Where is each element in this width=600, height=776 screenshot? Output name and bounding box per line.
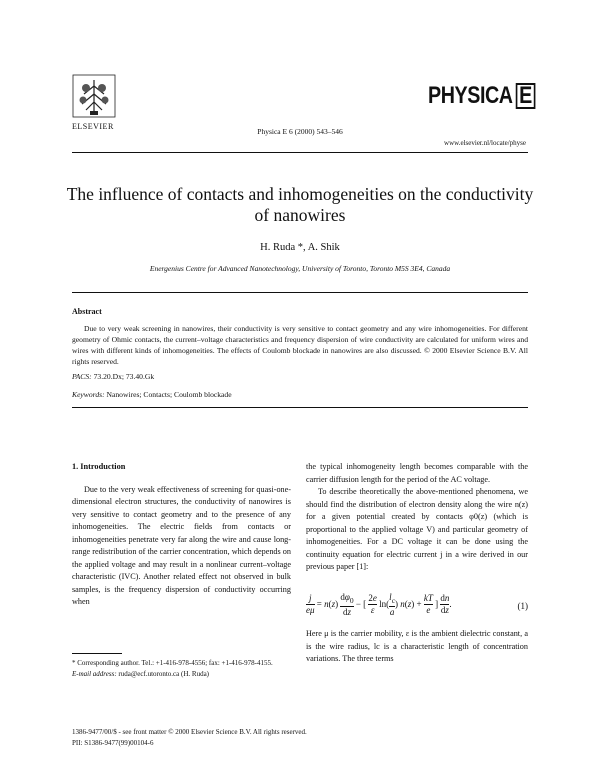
abstract-top-rule	[72, 292, 528, 293]
email-label: E-mail address:	[72, 669, 117, 678]
pacs-line	[72, 372, 154, 381]
section-heading: 1. Introduction	[72, 462, 126, 471]
eq-lc-a: $\frac{l_c}{a}$	[389, 592, 396, 617]
eq-dn: $\frac{dn}{dz}$	[440, 593, 450, 616]
eq-dphi: $\frac{d\varphi_0}{dz}$	[340, 592, 354, 617]
body-column-left	[72, 461, 291, 609]
body-column-right-cont	[306, 628, 528, 666]
pii-line: PII: S1386-9477(99)00104-6	[72, 738, 154, 747]
col2-paragraph-1: the typical inhomogeneity length becomes comparable with the carrier diffusion length for the period of the AC voltage.	[306, 462, 528, 484]
article-title: The influence of contacts and inhomogeneities on the conductivity of nanowires	[66, 184, 534, 225]
journal-url[interactable]: www.elsevier.nl/locate/physe	[444, 139, 526, 147]
col2-paragraph-3: Here μ is the carrier mobility, ε is the ambient dielectric constant, a is the wire radius, lc is a characteristic length of concentration variations. The three terms	[306, 629, 528, 663]
article-authors: H. Ruda *, A. Shik	[260, 242, 340, 253]
front-matter-info	[72, 727, 307, 748]
body-column-right	[306, 461, 528, 574]
eq-2e-eps: $\frac{2e}{\varepsilon}$	[368, 593, 377, 616]
footnote-rule	[72, 653, 122, 654]
header-rule	[72, 152, 528, 153]
keywords-line	[72, 390, 232, 399]
intro-paragraph: Due to the very weak effectiveness of screening for quasi-one-dimensional electron structures, the conductivity of nanowires is very sensitive to contact geometry and to the presence of any inhomogeneities. The electric fields from contacts or inhomogeneities penetrate very far along the wire and cause long-range redistribution of the carrier concentration, which depends on the applied voltage and may result in a nonlinear current–voltage characteristic (IVC). Another related effect not observed in bulk samples, is the frequency dispersion of conductivity occurring when	[72, 484, 291, 606]
abstract-heading: Abstract	[72, 307, 102, 316]
abstract-text: Due to very weak screening in nanowires, their conductivity is very sensitive to contact geometry and any wire inhomogeneities. For different geometry of Ohmic contacts, the current–voltage characteristics and frequency dispersion of wire conductivity are calculated for uniform wires and wires with different kinds of inhomogeneities. The effects of Coulomb blockade in nanowires are also discussed. © 2000 Elsevier Science B.V. All rights reserved.	[72, 324, 528, 366]
eq-lhs: $\frac{j}{e\mu}$	[306, 593, 315, 616]
publisher-name: ELSEVIER	[72, 122, 114, 131]
email-value[interactable]: ruda@ecf.utoronto.ca (H. Ruda)	[116, 669, 210, 678]
journal-reference: Physica E 6 (2000) 543–546	[257, 127, 343, 136]
equation-1: $\frac{j}{e\mu}$ = n(z) $\frac{d\varphi_0}{dz}$ − [ $\frac{2e}{\varepsilon}$ ln( $\frac{l_c}{a}$ ) n(z) + $\frac{kT}{e}$ ] $\frac{dn}{dz}$ . (1)	[306, 592, 528, 617]
brand-main: PHYSICA	[428, 82, 513, 109]
pacs-value: 73.20.Dx; 73.40.Gk	[91, 372, 155, 381]
email-line	[72, 669, 291, 680]
journal-brand	[428, 82, 535, 110]
keywords-label: Keywords:	[72, 390, 105, 399]
pacs-label: PACS:	[72, 372, 92, 381]
copyright-line: 1386-9477/00/$ - see front matter © 2000 Elsevier Science B.V. All rights reserved.	[72, 728, 307, 736]
equation-number: (1)	[517, 601, 528, 611]
keywords-value: Nanowires; Contacts; Coulomb blockade	[104, 390, 232, 399]
abstract-bottom-rule	[72, 407, 528, 408]
corresponding-author-note: * Corresponding author. Tel.: +1-416-978-4556; fax: +1-416-978-4155.	[72, 659, 273, 667]
eq-kt-e: $\frac{kT}{e}$	[423, 593, 433, 616]
elsevier-tree-logo	[72, 74, 116, 118]
footnote	[72, 658, 291, 679]
article-affiliation: Energenius Centre for Advanced Nanotechnology, University of Toronto, Toronto M5S 3E4, Canada	[149, 264, 451, 273]
col2-paragraph-2: To describe theoretically the above-mentioned phenomena, we should find the distribution of electron density along the wire n(z) for a given potential created by contacts φ0(z) (which is proportional to the applied voltage V) and particular geometry of inhomogeneities. For a DC voltage it can be done using the continuity equation for electric current j in a wire derived in our previous paper [1]:	[306, 487, 528, 571]
brand-letter: E	[516, 83, 535, 109]
